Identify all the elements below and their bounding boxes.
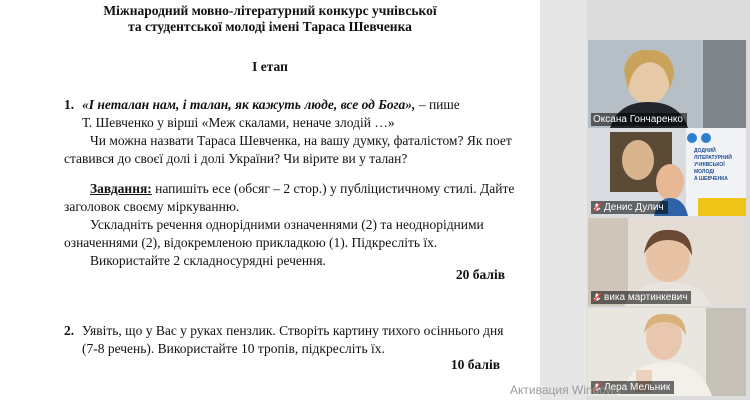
banner-line: УЧНІВСЬКОЇ xyxy=(694,162,725,168)
banner-line: ЛІТЕРАТУРНИЙ xyxy=(694,155,732,161)
assignment-label: Завдання: xyxy=(90,181,152,196)
assignment-text: напишіть есе (обсяг – 2 стор.) у публіцистичному стилі. Дайте xyxy=(151,181,515,196)
windows-activation-watermark: Активация Windows xyxy=(510,383,621,397)
stage-heading: І етап xyxy=(252,59,288,74)
task2-score: 10 балів xyxy=(450,357,500,372)
participant-name: Оксана Гончаренко xyxy=(593,114,683,125)
banner-line: МОЛОДІ xyxy=(694,169,715,175)
task1-line4: ставився до своєї долі і долі України? Чи вірите ви у талан? xyxy=(64,151,408,166)
task1-line8: означеннями (2), відокремленою прикладкою (1). Підкресліть їх. xyxy=(64,235,438,250)
participant-name-label xyxy=(591,201,668,214)
banner-line: ДОДНИЙ xyxy=(694,148,716,154)
task1-quote-line xyxy=(82,96,460,114)
participant-name-label xyxy=(591,291,691,304)
participant-tile[interactable] xyxy=(588,128,746,216)
participant-name: Лера Мельник xyxy=(604,382,671,393)
document-title-line2: та студентської молоді імені Тараса Шевченка xyxy=(128,19,412,34)
task1-score: 20 балів xyxy=(455,267,505,282)
participant-tile[interactable] xyxy=(588,218,746,306)
participant-name: Денис Дулич xyxy=(604,202,664,213)
task1-quote-tail: – пише xyxy=(415,97,460,112)
task1-line2: Т. Шевченко у вірші «Меж скалами, неначе злодій …» xyxy=(82,115,395,130)
contest-banner xyxy=(694,148,732,183)
task1-quote: «І неталан нам, і талан, як кажуть люде, все од Бога», xyxy=(82,97,416,112)
task1-line7: Ускладніть речення однорідними означеннями (2) та неоднорідними xyxy=(90,217,484,232)
task2-number: 2. xyxy=(64,323,75,338)
banner-line: А ШЕВЧЕНКА xyxy=(694,176,728,182)
task1-assignment-line xyxy=(90,180,514,198)
participant-name-label xyxy=(591,113,687,126)
document-title-line1: Міжнародний мовно-літературний конкурс учнівської xyxy=(103,3,437,18)
task1-line3: Чи можна назвати Тараса Шевченка, на вашу думку, фаталістом? Як поет xyxy=(90,133,512,148)
document-margin xyxy=(540,0,587,400)
task1-line6: заголовок своєму міркуванню. xyxy=(64,199,240,214)
task2-line1: Уявіть, що у Вас у руках пензлик. Створіть картину тихого осіннього дня xyxy=(82,323,504,338)
participants-panel xyxy=(587,0,750,400)
task2-line2: (7-8 речень). Використайте 10 тропів, підкресліть їх. xyxy=(82,341,385,356)
task1-number: 1. xyxy=(64,97,75,112)
participant-name: вика мартинкевич xyxy=(604,292,688,303)
participant-tile[interactable] xyxy=(588,40,746,128)
mic-muted-icon xyxy=(593,293,601,303)
task1-line9: Використайте 2 складносурядні речення. xyxy=(90,253,326,268)
mic-muted-icon xyxy=(593,203,601,213)
